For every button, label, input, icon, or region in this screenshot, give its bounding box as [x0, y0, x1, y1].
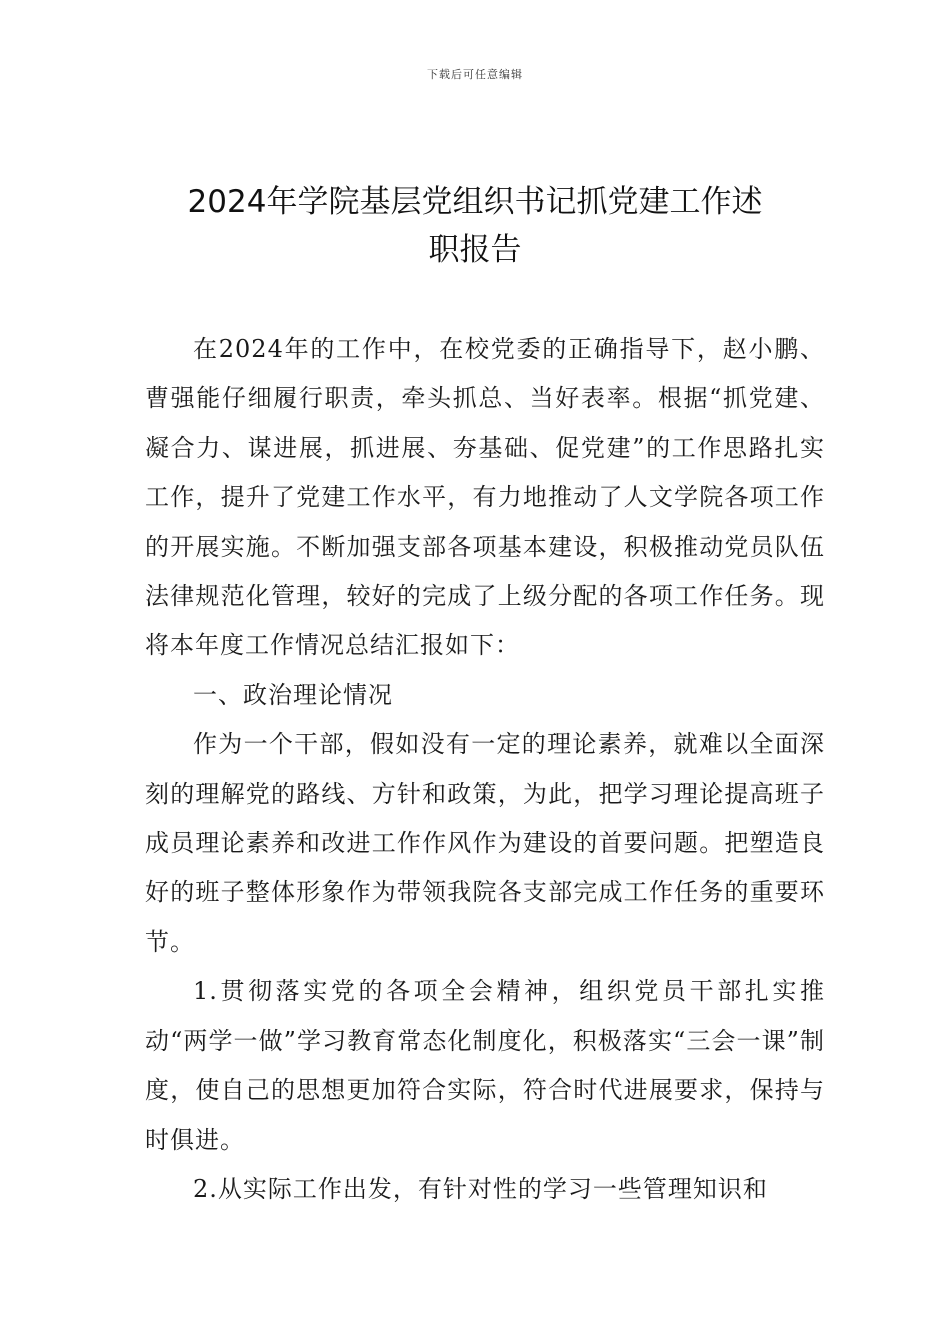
document-title — [130, 178, 820, 274]
section-heading-politics: 一、政治理论情况 — [193, 680, 393, 709]
list-item-1: 1.贯彻落实党的各项全会精神，组织党员干部扎实推动“两学一做”学习教育常态化制度化，积极落实“三会一课”制度，使自己的思想更加符合实际，符合时代进展要求，保持与时俱进。 — [145, 977, 825, 1154]
title-line-1: 2024年学院基层党组织书记抓党建工作述 — [187, 184, 763, 220]
paragraph-theory: 作为一个干部，假如没有一定的理论素养，就难以全面深刻的理解党的路线、方针和政策，为此，把学习理论提高班子成员理论素养和改进工作作风作为建设的首要问题。把塑造良好的班子整体形象作为带领我院各支部完成工作任务的重要环节。 — [145, 730, 825, 956]
document-body — [145, 325, 825, 1214]
paragraph-intro: 在2024年的工作中，在校党委的正确指导下，赵小鹏、曹强能仔细履行职责，牵头抓总、当好表率。根据“抓党建、凝合力、谋进展，抓进展、夯基础、促党建”的工作思路扎实工作，提升了党建工作水平，有力地推动了人文学院各项工作的开展实施。不断加强支部各项基本建设，积极推动党员队伍法律规范化管理，较好的完成了上级分配的各项工作任务。现将本年度工作情况总结汇报如下： — [145, 335, 825, 660]
list-item-2: 2.从实际工作出发，有针对性的学习一些管理知识和 — [193, 1174, 768, 1203]
header-note: 下载后可任意编辑 — [427, 68, 523, 81]
title-line-2: 职报告 — [428, 232, 522, 268]
